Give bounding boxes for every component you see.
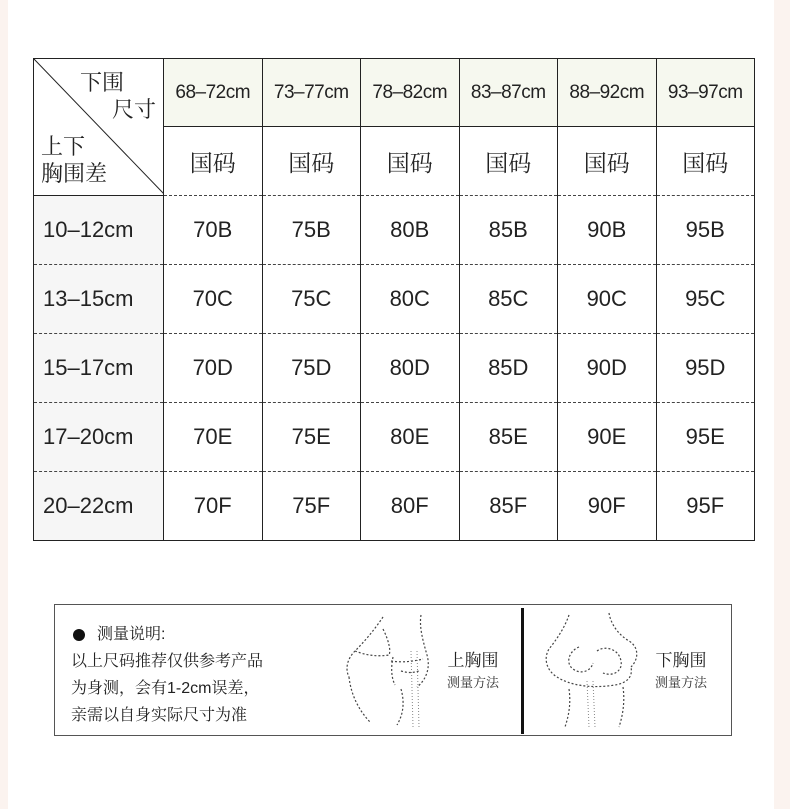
under-bust-measure-illustration-icon [539,611,649,731]
upper-bust-label: 上胸围 [447,651,499,670]
upper-bust-measure-illustration-icon [331,611,441,731]
table-row [34,472,755,541]
size-cell: 95C [656,265,755,334]
size-code-label: 国码 [656,127,755,196]
table-row [34,265,755,334]
corner-label-underbust [80,69,156,123]
size-cell: 80E [361,403,460,472]
size-code-label: 国码 [164,127,263,196]
size-cell: 90F [558,472,657,541]
bust-diff-cell: 15–17cm [34,334,164,403]
notes-line: 亲需以自身实际尺寸为准 [71,707,248,724]
size-cell: 75E [262,403,361,472]
size-cell: 80C [361,265,460,334]
corner-text-chicun: 尺寸 [111,97,156,122]
corner-label-bust-diff [41,133,107,187]
size-cell: 80D [361,334,460,403]
figure-divider [521,608,524,734]
size-cell: 75F [262,472,361,541]
bust-diff-cell: 10–12cm [34,196,164,265]
underbust-header: 78–82cm [361,59,460,127]
table-row [34,334,755,403]
bra-size-table [33,58,755,541]
size-cell: 70E [164,403,263,472]
bust-diff-cell: 17–20cm [34,403,164,472]
size-code-label: 国码 [361,127,460,196]
size-code-label: 国码 [558,127,657,196]
bullet-dot-icon [73,629,85,641]
size-cell: 70D [164,334,263,403]
size-cell: 95B [656,196,755,265]
size-cell: 70F [164,472,263,541]
bust-diff-cell: 13–15cm [34,265,164,334]
size-cell: 75D [262,334,361,403]
size-cell: 70B [164,196,263,265]
underbust-header-row [34,59,755,127]
notes-title: 测量说明: [97,626,166,643]
underbust-header: 93–97cm [656,59,755,127]
table-row [34,196,755,265]
underbust-header: 73–77cm [262,59,361,127]
size-cell: 95E [656,403,755,472]
size-cell: 85D [459,334,558,403]
corner-text-shangxia: 上下 [41,134,86,159]
size-code-label: 国码 [459,127,558,196]
notes-heading [71,621,263,648]
under-bust-method: 测量方法 [655,675,708,690]
table-corner-cell [34,59,164,196]
size-cell: 95F [656,472,755,541]
under-bust-caption [655,649,707,693]
notes-line: 为身测，会有1-2cm误差， [71,680,260,697]
bust-diff-cell: 20–22cm [34,472,164,541]
size-cell: 75B [262,196,361,265]
size-code-label: 国码 [262,127,361,196]
underbust-header: 88–92cm [558,59,657,127]
upper-bust-method: 测量方法 [447,675,500,690]
table-row [34,403,755,472]
upper-bust-caption [447,649,499,693]
size-cell: 85C [459,265,558,334]
underbust-header: 83–87cm [459,59,558,127]
size-cell: 90E [558,403,657,472]
size-cell: 95D [656,334,755,403]
corner-text-xiongweicha: 胸围差 [41,161,108,186]
size-cell: 85F [459,472,558,541]
size-cell: 85E [459,403,558,472]
size-cell: 90C [558,265,657,334]
size-cell: 70C [164,265,263,334]
measurement-guide-box [54,604,732,736]
under-bust-label: 下胸围 [655,651,707,670]
corner-text-xiawei: 下围 [79,70,124,95]
underbust-header: 68–72cm [164,59,263,127]
size-cell: 80B [361,196,460,265]
size-cell: 75C [262,265,361,334]
size-cell: 80F [361,472,460,541]
measurement-notes [71,621,263,729]
size-cell: 90D [558,334,657,403]
notes-line: 以上尺码推荐仅供参考产品 [71,653,264,670]
size-cell: 85B [459,196,558,265]
size-cell: 90B [558,196,657,265]
